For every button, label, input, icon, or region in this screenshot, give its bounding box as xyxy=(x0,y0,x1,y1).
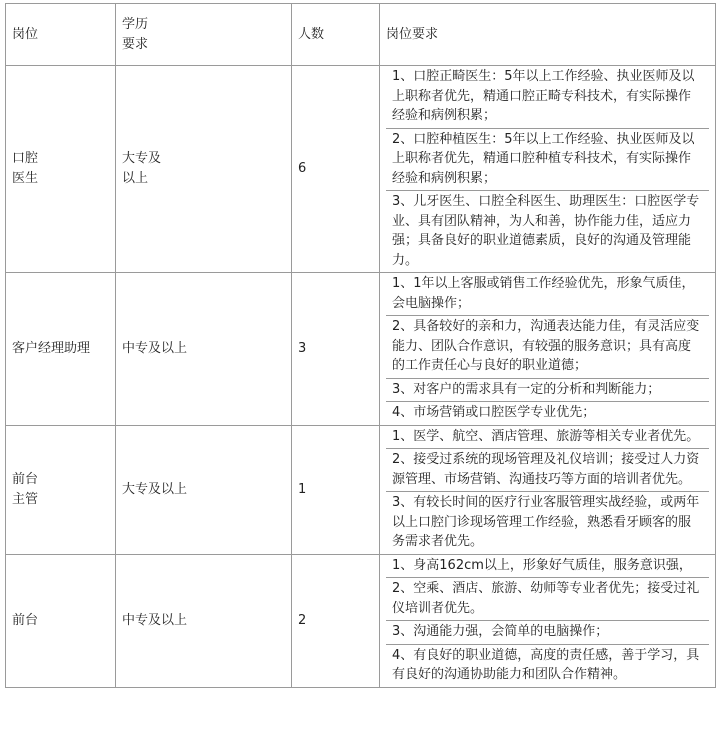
requirement-item: 3、沟通能力强，会简单的电脑操作； xyxy=(386,621,709,645)
requirement-item: 4、有良好的职业道德，高度的责任感，善于学习，具有良好的沟通协助能力和团队合作精神。 xyxy=(392,647,700,682)
education-cell xyxy=(116,554,292,687)
table-row xyxy=(6,554,716,687)
requirement-item: 2、接受过系统的现场管理及礼仪培训；接受过人力资源管理、市场营销、沟通技巧等方面的培训者优先。 xyxy=(386,449,709,492)
education-cell xyxy=(116,425,292,554)
requirement-item: 3、对客户的需求具有一定的分析和判断能力； xyxy=(386,379,709,403)
requirements-list xyxy=(386,66,709,272)
table-row xyxy=(6,66,716,273)
table-body xyxy=(6,66,716,688)
requirements-cell xyxy=(380,273,716,426)
position-cell xyxy=(6,66,116,273)
requirement-item: 1、1年以上客服或销售工作经验优先，形象气质佳，会电脑操作； xyxy=(386,273,709,316)
requirement-item: 3、有较长时间的医疗行业客服管理实战经验，或两年以上口腔门诊现场管理工作经验，熟悉看牙顾客的服务需求者优先。 xyxy=(392,495,700,549)
header-education-line2: 要求 xyxy=(122,36,149,52)
requirement-item: 2、口腔种植医生：5年以上工作经验、执业医师及以上职称者优先，精通口腔种植专科技术，有实际操作经验和病例积累； xyxy=(386,129,709,192)
requirements-cell xyxy=(380,66,716,273)
table-row xyxy=(6,425,716,554)
requirement-item: 2、空乘、酒店、旅游、幼师等专业者优先；接受过礼仪培训者优先。 xyxy=(386,578,709,621)
count-cell: 3 xyxy=(292,273,380,426)
requirement-item: 1、口腔正畸医生：5年以上工作经验、执业医师及以上职称者优先，精通口腔正畸专科技术，有实际操作经验和病例积累； xyxy=(386,66,709,129)
position-cell xyxy=(6,273,116,426)
requirement-item: 2、具备较好的亲和力，沟通表达能力佳，有灵活应变能力、团队合作意识，有较强的服务意识；具有高度的工作责任心与良好的职业道德； xyxy=(386,316,709,379)
header-requirements: 岗位要求 xyxy=(380,4,716,66)
count-cell: 1 xyxy=(292,425,380,554)
education-cell-line1: 中专及以上 xyxy=(122,612,188,628)
table-row xyxy=(6,273,716,426)
education-cell xyxy=(116,66,292,273)
header-education-line1: 学历 xyxy=(122,16,149,32)
position-cell-line1: 前台 xyxy=(12,471,39,487)
count-cell: 2 xyxy=(292,554,380,687)
requirements-list xyxy=(386,555,709,687)
requirement-item: 4、市场营销或口腔医学专业优先； xyxy=(392,405,596,420)
education-cell-line1: 大专及以上 xyxy=(122,481,188,497)
requirements-cell xyxy=(380,554,716,687)
education-cell xyxy=(116,273,292,426)
header-education xyxy=(116,4,292,66)
education-cell-line1: 中专及以上 xyxy=(122,340,188,356)
position-cell xyxy=(6,425,116,554)
requirement-item: 1、医学、航空、酒店管理、旅游等相关专业者优先。 xyxy=(386,426,709,450)
position-cell xyxy=(6,554,116,687)
education-cell-line2: 以上 xyxy=(122,171,149,186)
position-cell-line1: 前台 xyxy=(12,612,39,628)
position-cell-line2: 主管 xyxy=(12,491,39,507)
table-header xyxy=(6,4,716,66)
count-cell: 6 xyxy=(292,66,380,273)
requirements-list xyxy=(386,273,709,425)
position-cell-line1: 客户经理助理 xyxy=(12,340,91,356)
header-position: 岗位 xyxy=(6,4,116,66)
requirements-list xyxy=(386,426,709,554)
education-cell-line1: 大专及 xyxy=(122,151,162,166)
job-requirements-table xyxy=(5,3,716,688)
position-cell-line1: 口腔 xyxy=(12,151,39,166)
requirement-item: 1、身高162cm以上，形象好气质佳，服务意识强， xyxy=(386,555,709,579)
requirement-item: 3、儿牙医生、口腔全科医生、助理医生：口腔医学专业、具有团队精神，为人和善，协作能力佳，适应力强；具备良好的职业道德素质，良好的沟通及管理能力。 xyxy=(392,194,700,268)
position-cell-line2: 医生 xyxy=(12,171,39,186)
header-row xyxy=(6,4,716,66)
header-count: 人数 xyxy=(292,4,380,66)
requirements-cell xyxy=(380,425,716,554)
